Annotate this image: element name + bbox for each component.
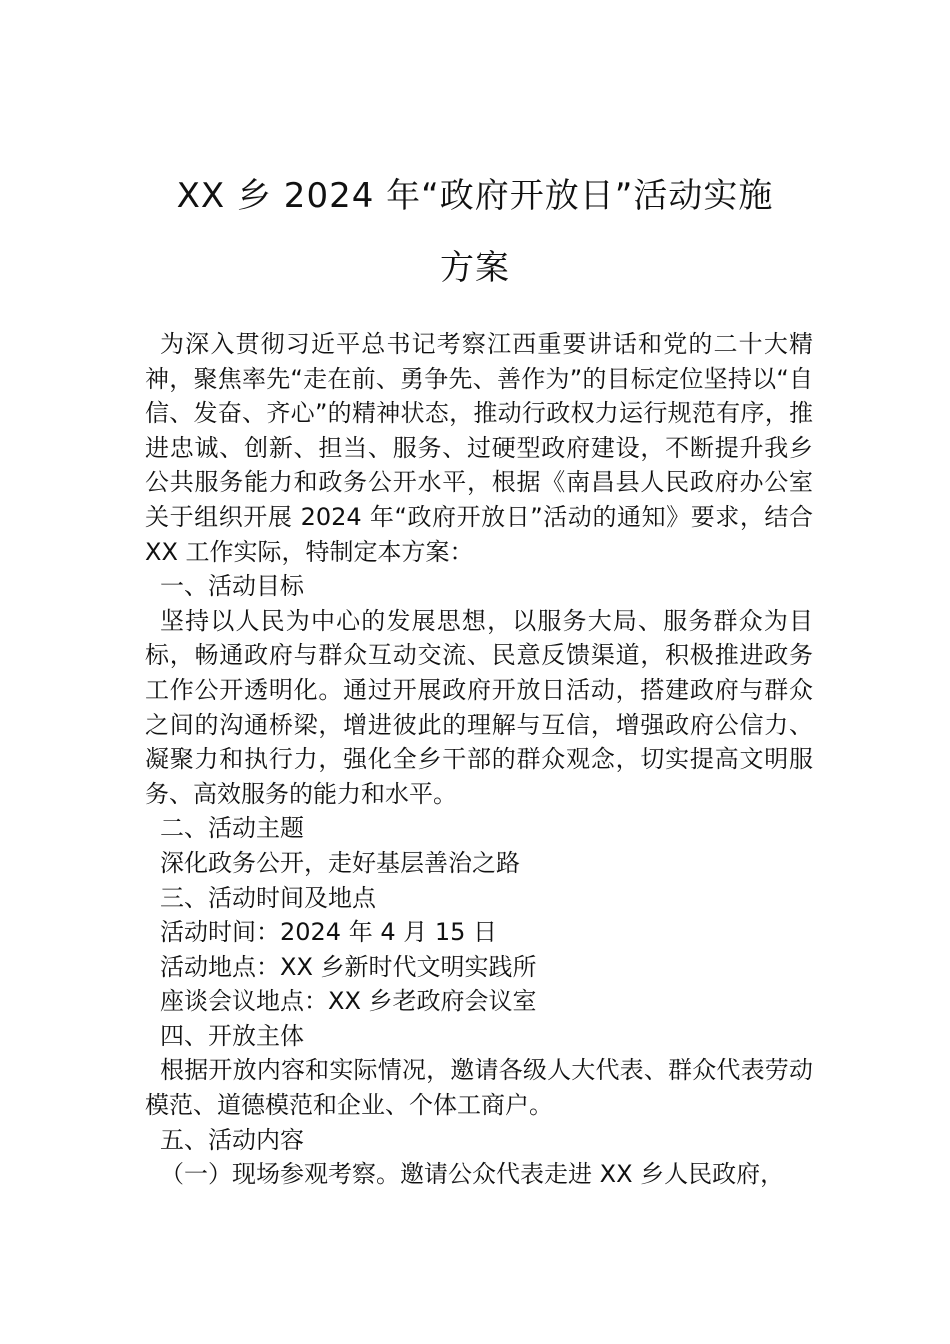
section-5-heading: 五、活动内容 <box>160 1125 304 1154</box>
section-2-heading: 二、活动主题 <box>160 814 304 843</box>
activity-time: 活动时间：2024 年 4 月 15 日 <box>160 918 498 947</box>
intro-paragraph: 为深入贯彻习近平总书记考察江西重要讲话和党的二十大精神，聚焦率先“走在前、勇争先、善作为”的目标定位坚持以“自信、发奋、齐心”的精神状态，推动行政权力运行规范有序，推进忠诚、创新、担当、服务、过硬型政府建设，不断提升我乡公共服务能力和政务公开水平，根据《南昌县人民政府办公室关于组织开展 2024 年“政府开放日”活动的通知》要求，结合 XX 工作实际，特制定本方案： <box>145 330 813 566</box>
section-3-heading: 三、活动时间及地点 <box>160 883 376 912</box>
section-2-text: 深化政务公开，走好基层善治之路 <box>160 848 520 877</box>
section-4-paragraph: 根据开放内容和实际情况，邀请各级人大代表、群众代表劳动模范、道德模范和企业、个体工商户。 <box>145 1056 813 1120</box>
section-5-item-1: （一）现场参观考察。邀请公众代表走进 XX 乡人民政府， <box>160 1160 785 1189</box>
meeting-place: 座谈会议地点：XX 乡老政府会议室 <box>160 987 537 1016</box>
document-title <box>140 160 810 304</box>
title-line-1: XX 乡 2024 年“政府开放日”活动实施 <box>176 176 774 216</box>
activity-place: 活动地点：XX 乡新时代文明实践所 <box>160 952 537 981</box>
section-4-heading: 四、开放主体 <box>160 1021 304 1050</box>
title-line-2: 方案 <box>440 248 510 288</box>
document-body <box>145 327 813 1192</box>
section-1-heading: 一、活动目标 <box>160 572 304 601</box>
section-1-paragraph: 坚持以人民为中心的发展思想，以服务大局、服务群众为目标，畅通政府与群众互动交流、民意反馈渠道，积极推进政务工作公开透明化。通过开展政府开放日活动，搭建政府与群众之间的沟通桥梁，增进彼此的理解与互信，增强政府公信力、凝聚力和执行力，强化全乡干部的群众观念，切实提高文明服务、高效服务的能力和水平。 <box>145 606 813 808</box>
